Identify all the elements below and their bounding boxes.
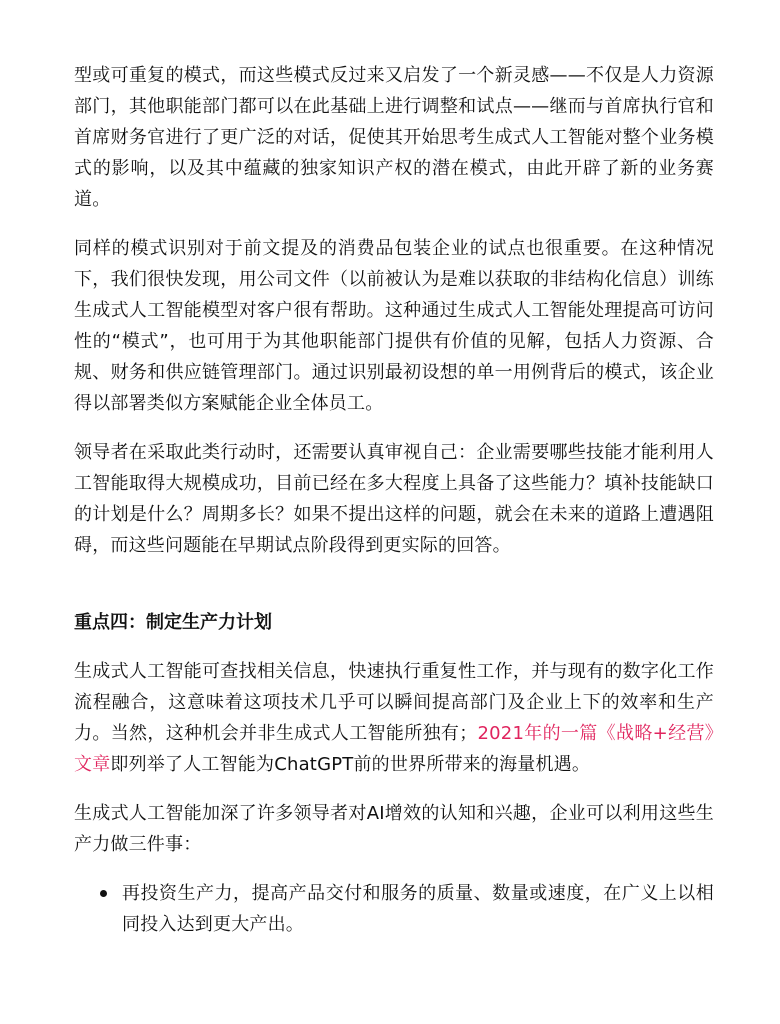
paragraph-productivity-uses: 生成式人工智能加深了许多领导者对AI增效的认知和兴趣，企业可以利用这些生产力做三件事： [74, 803, 714, 855]
paragraph-productivity-intro [74, 656, 714, 780]
list-item [74, 878, 714, 940]
article-body [74, 60, 714, 940]
paragraph-pattern-insight: 型或可重复的模式，而这些模式反过来又启发了一个新灵感——不仅是人力资源部门，其他职能部门都可以在此基础上进行调整和试点——继而与首席执行官和首席财务官进行了更广泛的对话，促使其开始思考生成式人工智能对整个业务模式的影响，以及其中蕴藏的独家知识产权的潜在模式，由此开辟了新的业务赛道。 [74, 65, 714, 210]
paragraph-text: 生成式人工智能可查找相关信息，快速执行重复性工作，并与现有的数字化工作流程融合，这意味着这项技术几乎可以瞬间提高部门及企业上下的效率和生产力。当然，这种机会并非生成式人工智能所独有； [74, 661, 714, 744]
paragraph-leader-self-review: 领导者在采取此类行动时，还需要认真审视自己：企业需要哪些技能才能利用人工智能取得大规模成功，目前已经在多大程度上具备了这些能力？填补技能缺口的计划是什么？周期多长？如果不提出这样的问题，就会在未来的道路上遭遇阻碍，而这些问题能在早期试点阶段得到更实际的回答。 [74, 442, 714, 556]
list-item-text: 再投资生产力，提高产品交付和服务的质量、数量或速度，在广义上以相同投入达到更大产出。 [122, 883, 714, 935]
paragraph-pattern-recognition: 同样的模式识别对于前文提及的消费品包装企业的试点也很重要。在这种情况下，我们很快发现，用公司文件（以前被认为是难以获取的非结构化信息）训练生成式人工智能模型对客户很有帮助。这种通过生成式人工智能处理提高可访问性的“模式”，也可用于为其他职能部门提供有价值的见解，包括人力资源、合规、财务和供应链管理部门。通过识别最初设想的单一用例背后的模式，该企业得以部署类似方案赋能企业全体员工。 [74, 238, 714, 414]
article-link[interactable]: 2021年的一篇《战略+经营》文章 [74, 723, 714, 775]
paragraph-text: 即列举了人工智能为ChatGPT前的世界所带来的海量机遇。 [110, 754, 591, 775]
bullet-icon [100, 890, 107, 897]
bullet-list [74, 878, 714, 940]
section-heading: 重点四：制定生产力计划 [74, 612, 272, 633]
